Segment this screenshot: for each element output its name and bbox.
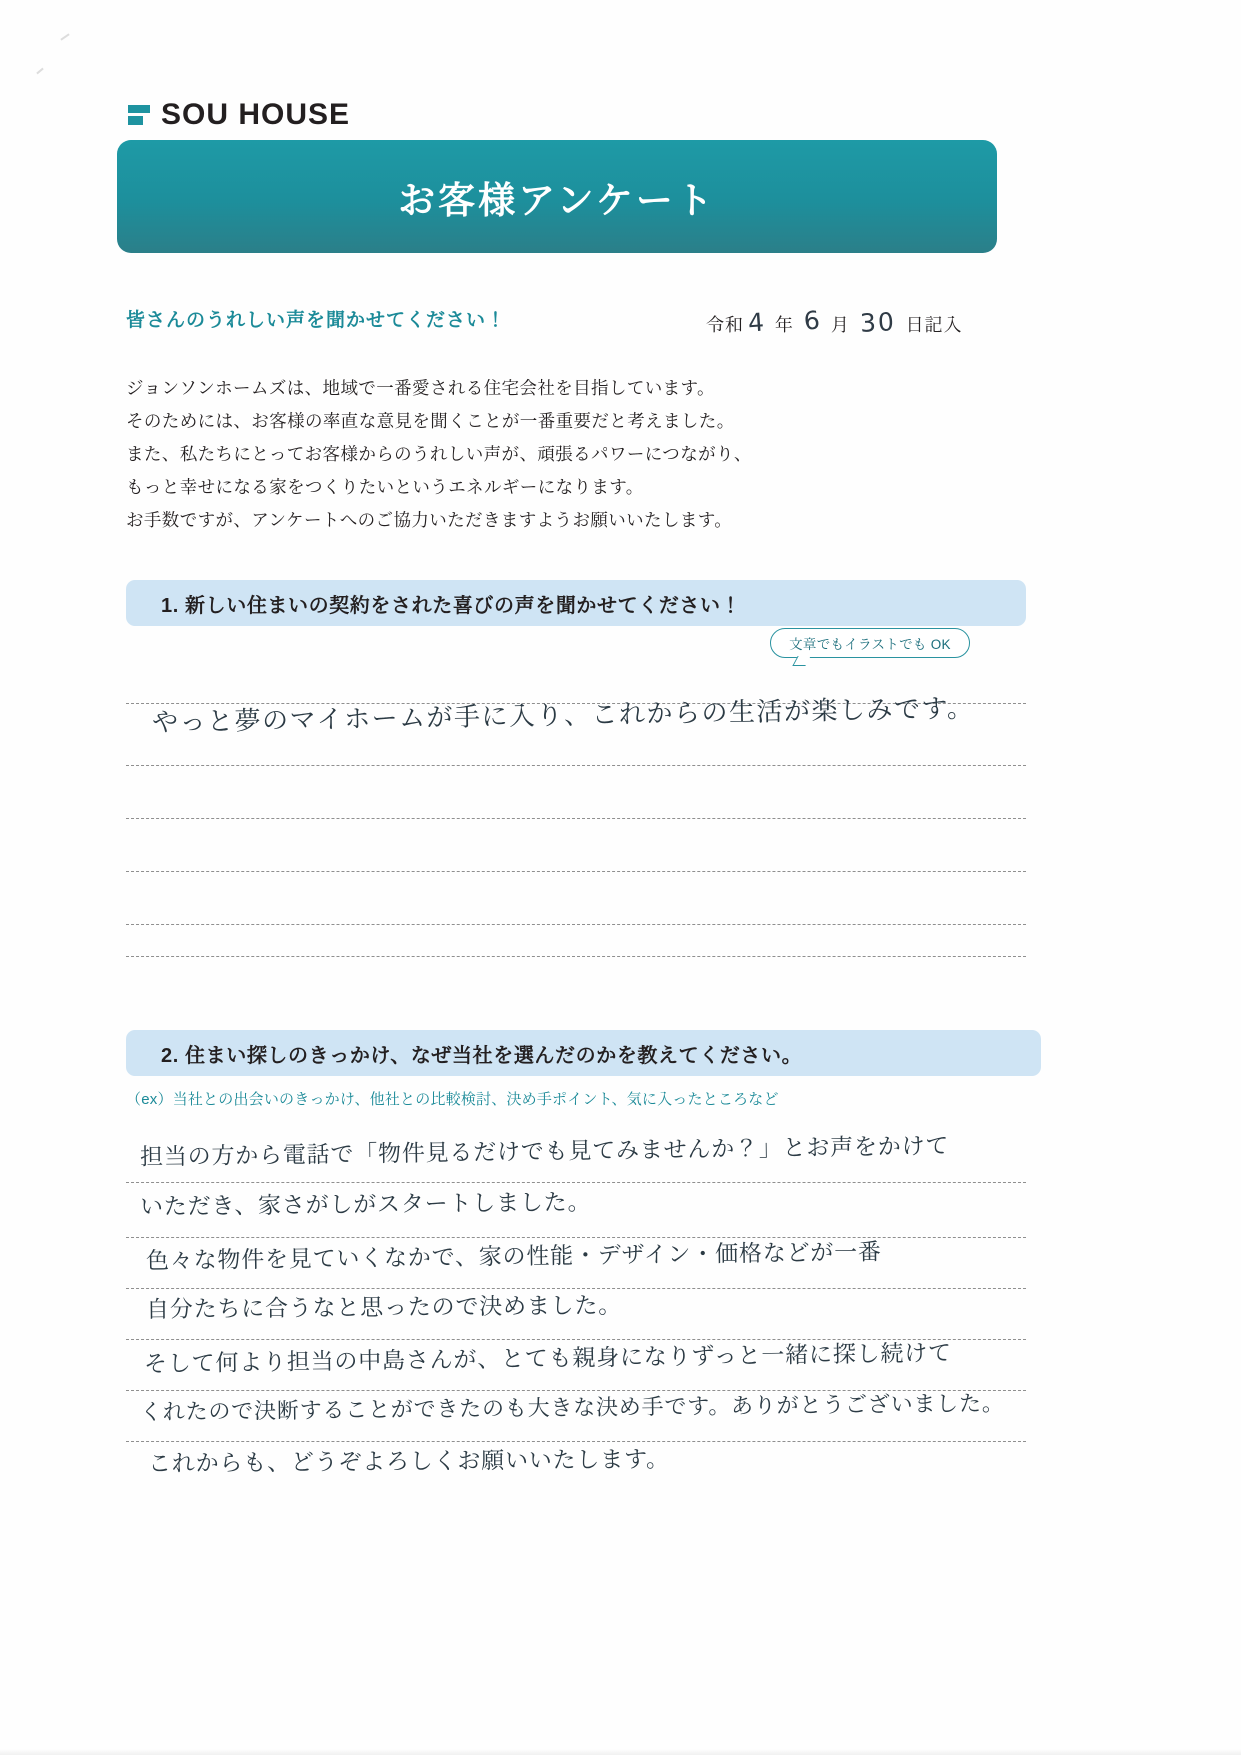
intro-line: お手数ですが、アンケートへのご協力いただきますようお願いいたします。 xyxy=(126,510,733,530)
intro-paragraph xyxy=(126,372,946,537)
answer-line xyxy=(126,924,1026,925)
date-field xyxy=(706,305,969,338)
date-day-value: 30 xyxy=(859,307,897,338)
page-title: お客様アンケート xyxy=(398,179,716,221)
date-year-value: 4 xyxy=(747,307,766,338)
question-1-hint-text: 文章でもイラストでも OK xyxy=(789,637,951,652)
page-edge-shadow xyxy=(0,1749,1241,1755)
question-2-answer-line: 担当の方から電話で「物件見るだけでも見てみませんか？」とお声をかけて xyxy=(139,1133,950,1171)
question-2-answer-line: そして何より担当の中島さんが、とても親身になりずっと一緒に探し続けて xyxy=(143,1340,953,1378)
question-2-text: 2. 住まい探しのきっかけ、なぜ当社を選んだのかを教えてください。 xyxy=(161,1044,803,1067)
question-1-hint-bubble xyxy=(770,628,970,658)
intro-line: ジョンソンホームズは、地域で一番愛される住宅会社を目指しています。 xyxy=(126,378,715,398)
brand-name: SOU HOUSE xyxy=(161,98,351,131)
question-1-heading xyxy=(126,580,1026,626)
brand-logo xyxy=(128,98,350,132)
answer-line xyxy=(126,818,1026,819)
answer-line xyxy=(126,765,1026,766)
date-month-unit: 月 xyxy=(830,315,850,335)
date-day-unit: 日記入 xyxy=(905,315,963,335)
intro-line: そのためには、お客様の率直な意見を聞くことが一番重要だと考えました。 xyxy=(126,411,735,431)
date-year-unit: 年 xyxy=(774,315,794,335)
question-2-answer-line: くれたので決断することができたのも大きな決め手です。ありがとうございました。 xyxy=(139,1391,1005,1426)
scan-speck xyxy=(60,33,69,40)
question-2-answer-line: 自分たちに合うなと思ったので決めました。 xyxy=(145,1292,623,1324)
question-2-answer-line: これからも、どうぞよろしくお願いいたします。 xyxy=(147,1446,670,1478)
question-2-example-text: （ex）当社との出会いのきっかけ、他社との比較検討、決め手ポイント、気に入ったところなど xyxy=(126,1091,779,1108)
question-2-answer-line: いただき、家さがしがスタートしました。 xyxy=(139,1189,592,1221)
question-1-text: 1. 新しい住まいの契約をされた喜びの声を聞かせてください！ xyxy=(161,594,742,617)
scan-speck xyxy=(36,68,43,75)
intro-line: もっと幸せになる家をつくりたいというエネルギーになります。 xyxy=(126,477,644,497)
question-1-answer-line: やっと夢のマイホームが手に入り、これからの生活が楽しみです。 xyxy=(151,693,975,739)
page-title-banner xyxy=(117,140,997,253)
answer-line xyxy=(126,956,1026,957)
date-era: 令和 xyxy=(706,315,744,335)
answer-line xyxy=(126,871,1026,872)
square-logo-icon xyxy=(128,105,150,125)
date-month-value: 6 xyxy=(802,305,823,336)
intro-line: また、私たちにとってお客様からのうれしい声が、頑張るパワーにつながり、 xyxy=(126,444,752,464)
lead-text: 皆さんのうれしい声を聞かせてください！ xyxy=(126,310,507,331)
question-2-heading xyxy=(126,1030,1041,1076)
question-2-answer-line: 色々な物件を見ていくなかで、家の性能・デザイン・価格などが一番 xyxy=(145,1239,882,1275)
